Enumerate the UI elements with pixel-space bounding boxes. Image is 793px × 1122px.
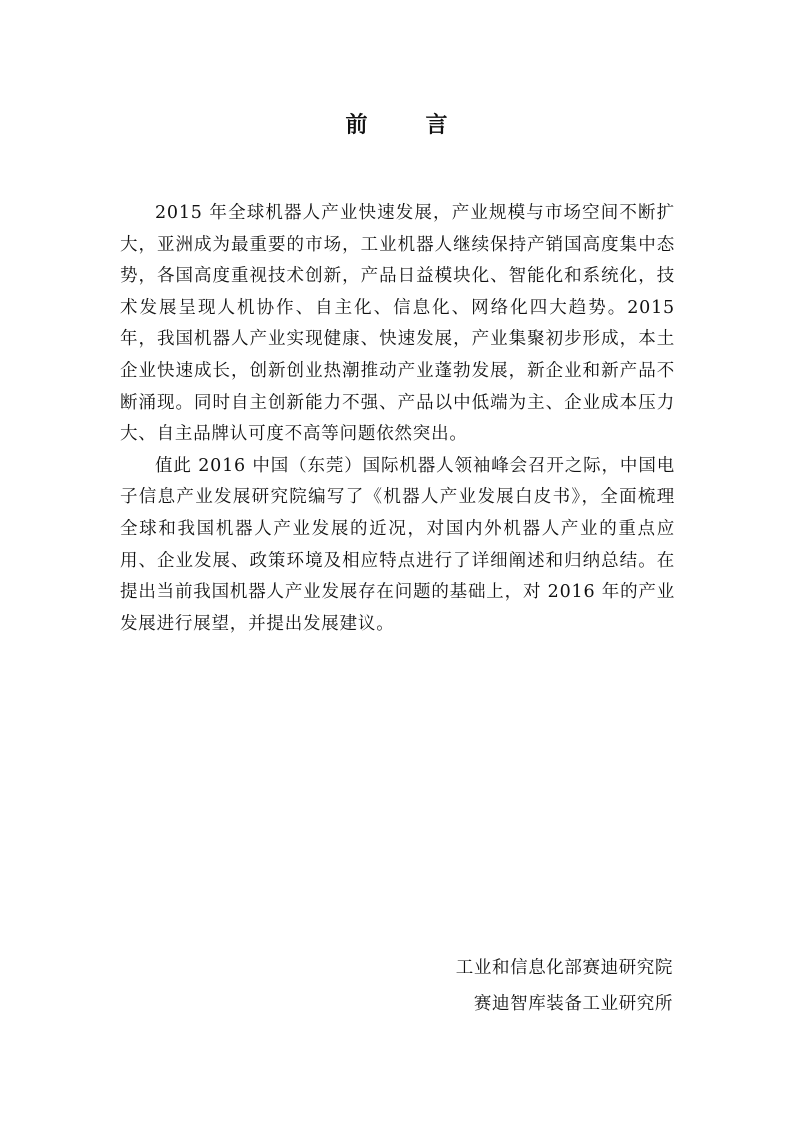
signature-line-2: 赛迪智库装备工业研究所 (473, 994, 673, 1014)
signature-line-1: 工业和信息化部赛迪研究院 (455, 958, 673, 978)
signature-block (456, 950, 673, 1022)
paragraph-2: 值此 2016 中国（东莞）国际机器人领袖峰会召开之际，中国电子信息产业发展研究院编写了《机器人产业发展白皮书》，全面梳理全球和我国机器人产业发展的近况，对国内外机器人产业的重点应用、企业发展、政策环境及相应特点进行了详细阐述和归纳总结。在提出当前我国机器人产业发展存在问题的基础上，对 2016 年的产业发展进行展望，并提出发展建议。 (120, 455, 675, 634)
preface-body (120, 198, 675, 640)
page-title: 前 言 (345, 113, 466, 138)
paragraph-1: 2015 年全球机器人产业快速发展，产业规模与市场空间不断扩大，亚洲成为最重要的市场，工业机器人继续保持产销国高度集中态势，各国高度重视技术创新，产品日益模块化、智能化和系统化，技术发展呈现人机协作、自主化、信息化、网络化四大趋势。2015 年，我国机器人产业实现健康、快速发展，产业集聚初步形成，本土企业快速成长，创新创业热潮推动产业蓬勃发展，新企业和新产品不断涌现。同时自主创新能力不强、产品以中低端为主、企业成本压力大、自主品牌认可度不高等问题依然突出。 (120, 203, 675, 445)
